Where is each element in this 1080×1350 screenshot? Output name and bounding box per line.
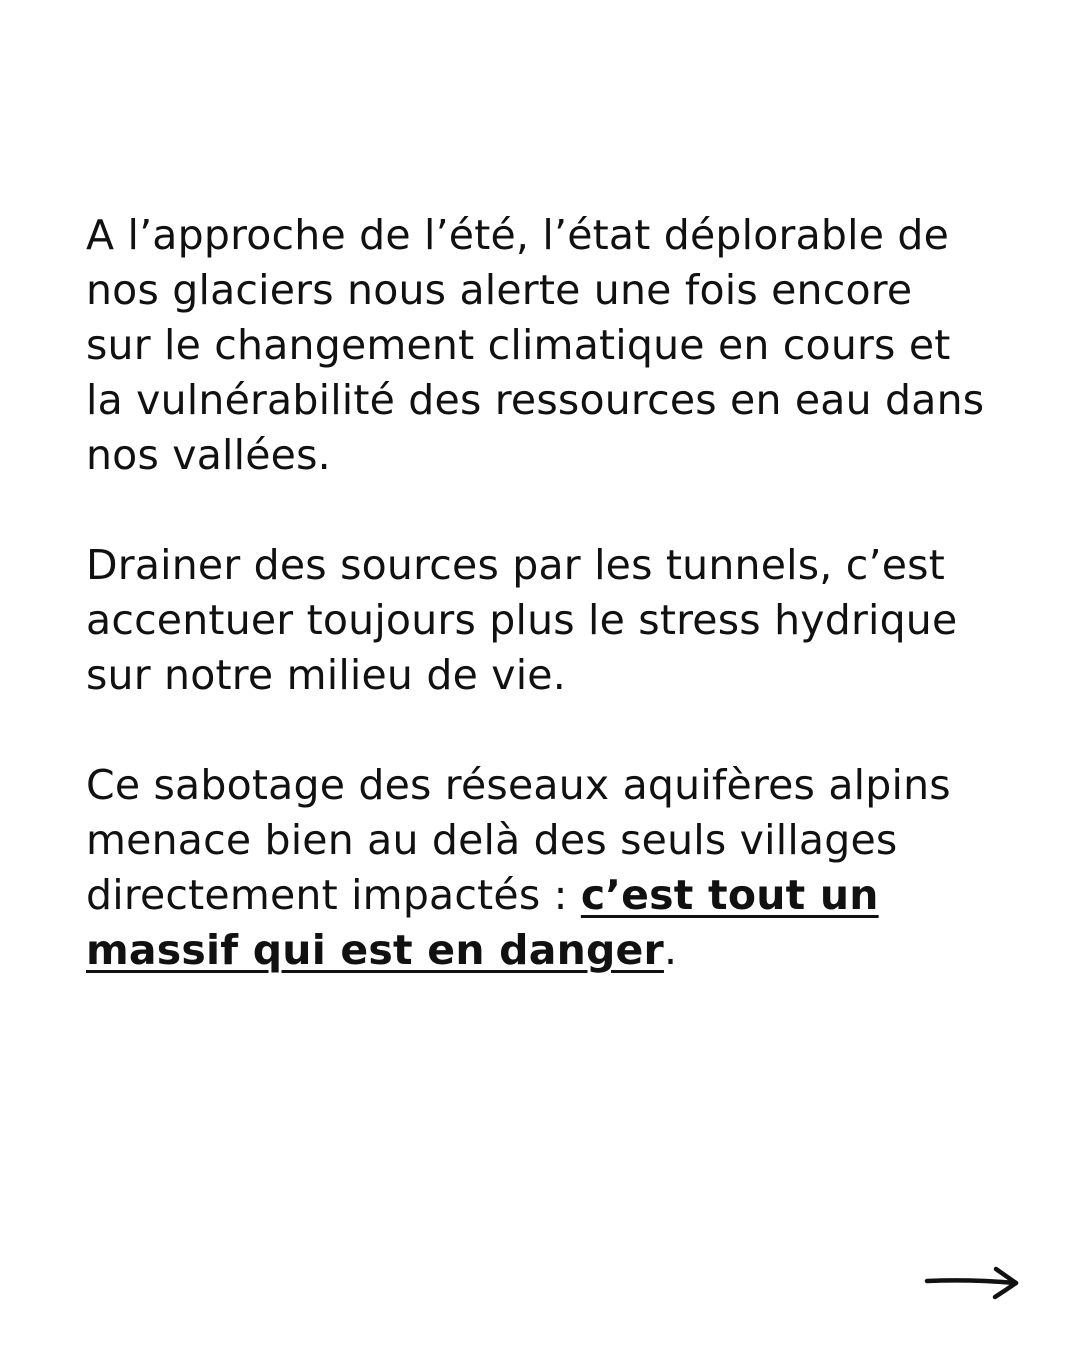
paragraph-sabotage-text: Ce sabotage des réseaux aquifères alpins menace bien au delà des seuls villages directement impactés : — [86, 761, 951, 919]
danger-emphasis: c’est tout un massif qui est en danger — [86, 871, 879, 974]
text-body — [86, 208, 1026, 978]
paragraph-glaciers: A l’approche de l’été, l’état déplorable de nos glaciers nous alerte une fois encore sur le changement climatique en cours et la vulnérabilité des ressources en eau dans nos vallées. — [86, 211, 985, 479]
paragraph-drainage: Drainer des sources par les tunnels, c’est accentuer toujours plus le stress hydrique sur notre milieu de vie. — [86, 541, 958, 699]
paragraph-sabotage-end: . — [663, 926, 678, 974]
arrow-right-icon[interactable] — [924, 1262, 1020, 1302]
paragraph-sabotage — [86, 758, 1026, 978]
